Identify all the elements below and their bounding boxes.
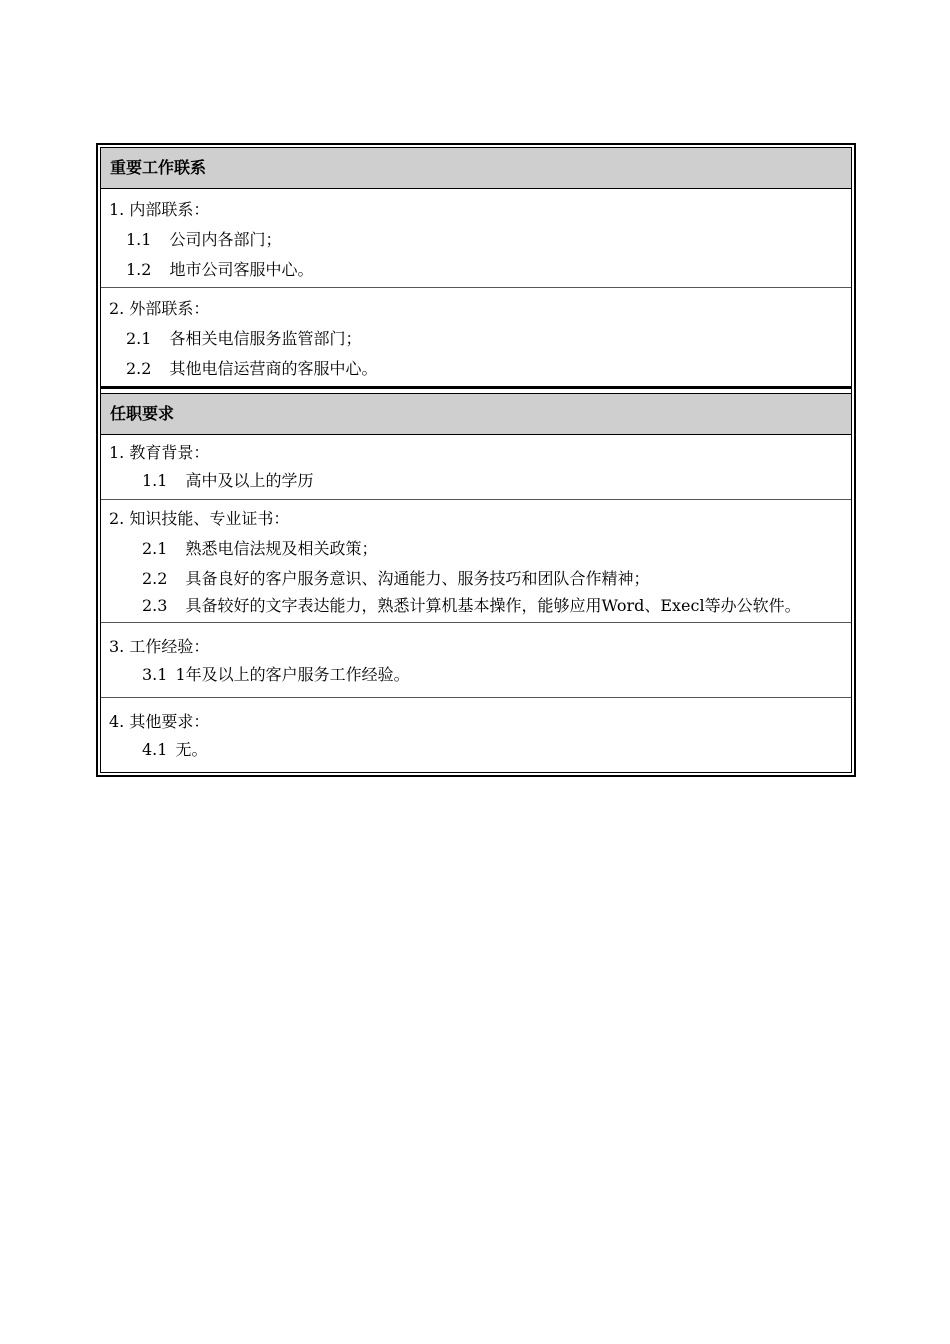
list-item [109,564,843,594]
list-item [109,736,843,764]
list-item [109,225,843,255]
list-item [109,594,843,618]
item-text: 公司内各部门； [169,230,282,249]
internal-relations-block [101,189,851,288]
list-item [109,661,843,689]
item-number: 3.1 [142,665,168,684]
item-number: 2.1 [142,539,168,558]
other-requirements-block [101,698,851,772]
item-text: 地市公司客服中心。 [169,260,314,279]
item-number: 1.1 [126,230,152,249]
item-number: 2.2 [142,569,168,588]
item-text: 高中及以上的学历 [185,471,314,490]
education-block [101,435,851,500]
item-text: 具备良好的客户服务意识、沟通能力、服务技巧和团队合作精神； [185,569,650,588]
item-text: 各相关电信服务监管部门； [169,329,362,348]
table-inner [100,147,852,773]
item-text: 具备较好的文字表达能力，熟悉计算机基本操作，能够应用Word、Execl等办公软件。 [185,596,801,615]
job-description-table [96,143,856,777]
block-heading: 1. 内部联系： [109,200,210,219]
item-number: 4.1 [142,740,168,759]
list-item [109,324,843,354]
item-text: 熟悉电信法规及相关政策； [185,539,378,558]
block-heading: 4. 其他要求： [109,712,210,731]
section-header-work-relations: 重要工作联系 [101,148,851,189]
skills-block [101,500,851,623]
list-item [109,467,843,495]
block-heading: 2. 外部联系： [109,299,210,318]
item-text: 1年及以上的客户服务工作经验。 [175,665,410,684]
item-text: 无。 [175,740,208,759]
list-item [109,255,843,285]
section-divider [101,386,851,394]
section-header-job-requirements: 任职要求 [101,394,851,435]
experience-block [101,623,851,698]
item-number: 1.1 [142,471,168,490]
block-heading: 1. 教育背景： [109,443,210,462]
item-number: 2.3 [142,596,168,615]
item-text: 其他电信运营商的客服中心。 [169,359,378,378]
list-item [109,354,843,384]
block-heading: 2. 知识技能、专业证书： [109,509,290,528]
item-number: 1.2 [126,260,152,279]
list-item [109,534,843,564]
item-number: 2.1 [126,329,152,348]
item-number: 2.2 [126,359,152,378]
block-heading: 3. 工作经验： [109,637,210,656]
external-relations-block [101,288,851,386]
